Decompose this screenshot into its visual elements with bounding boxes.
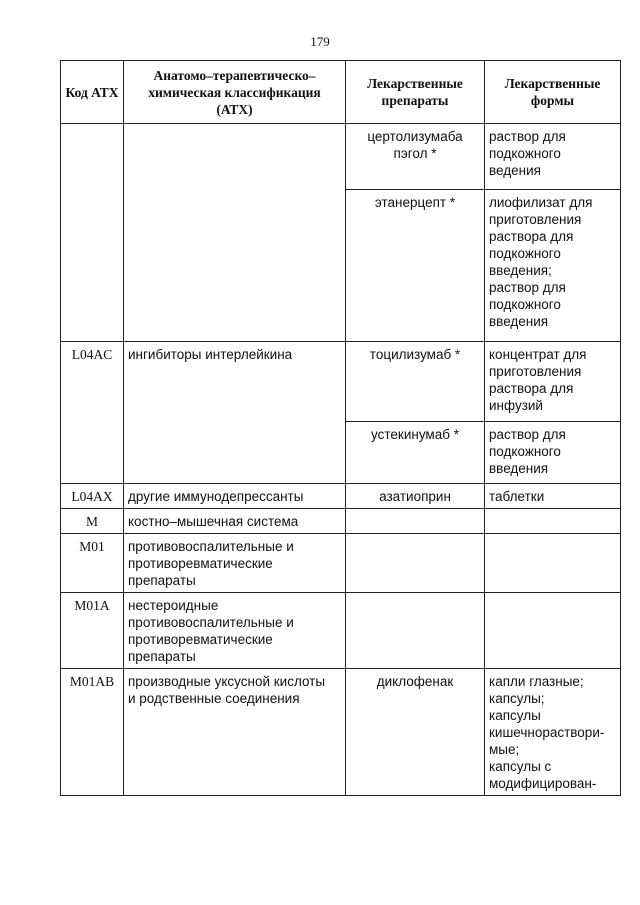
cell-classification: нестероидные противовоспалительные и противоревматические препараты (124, 593, 346, 669)
table-row (61, 534, 621, 593)
cell-drug (346, 509, 485, 534)
cell-code (61, 124, 124, 342)
cell-form (485, 509, 621, 534)
cell-drug: устекинумаб * (346, 422, 485, 484)
cell-code: L04AX (61, 484, 124, 509)
table-row (61, 669, 621, 796)
atx-table (60, 60, 621, 796)
cell-form (485, 534, 621, 593)
cell-classification: костно–мышечная система (124, 509, 346, 534)
table-header-row (61, 61, 621, 124)
table-row (61, 484, 621, 509)
cell-form: капли глазные; капсулы; капсулы кишечнораствори- мые; капсулы с модифицирован- (485, 669, 621, 796)
table-row (61, 593, 621, 669)
cell-form (485, 593, 621, 669)
table-row (61, 509, 621, 534)
cell-drug: диклофенак (346, 669, 485, 796)
cell-classification (124, 124, 346, 342)
header-forms: Лекарственные формы (485, 61, 621, 124)
cell-code: M01A (61, 593, 124, 669)
cell-form: раствор для подкожного введения (485, 422, 621, 484)
cell-drug (346, 534, 485, 593)
cell-form: концентрат для приготовления раствора для инфузий (485, 342, 621, 422)
header-classification: Анатомо–терапевтическо– химическая классификация (АТХ) (124, 61, 346, 124)
table-row (61, 124, 621, 190)
header-code: Код АТХ (61, 61, 124, 124)
cell-form: лиофилизат для приготовления раствора для подкожного введения; раствор для подкожного введения (485, 190, 621, 342)
cell-classification: другие иммунодепрессанты (124, 484, 346, 509)
cell-drug: этанерцепт * (346, 190, 485, 342)
cell-form: раствор для подкожного ведения (485, 124, 621, 190)
cell-code: M (61, 509, 124, 534)
cell-form: таблетки (485, 484, 621, 509)
cell-drug (346, 593, 485, 669)
cell-classification: ингибиторы интерлейкина (124, 342, 346, 484)
cell-drug: тоцилизумаб * (346, 342, 485, 422)
cell-drug: азатиоприн (346, 484, 485, 509)
table-row (61, 342, 621, 422)
cell-classification: противовоспалительные и противоревматические препараты (124, 534, 346, 593)
page-number: 179 (310, 34, 330, 49)
header-drugs: Лекарственные препараты (346, 61, 485, 124)
cell-classification: производные уксусной кислоты и родственные соединения (124, 669, 346, 796)
cell-code: M01 (61, 534, 124, 593)
cell-code: L04AC (61, 342, 124, 484)
cell-code: M01AB (61, 669, 124, 796)
cell-drug: цертолизумаба пэгол * (346, 124, 485, 190)
